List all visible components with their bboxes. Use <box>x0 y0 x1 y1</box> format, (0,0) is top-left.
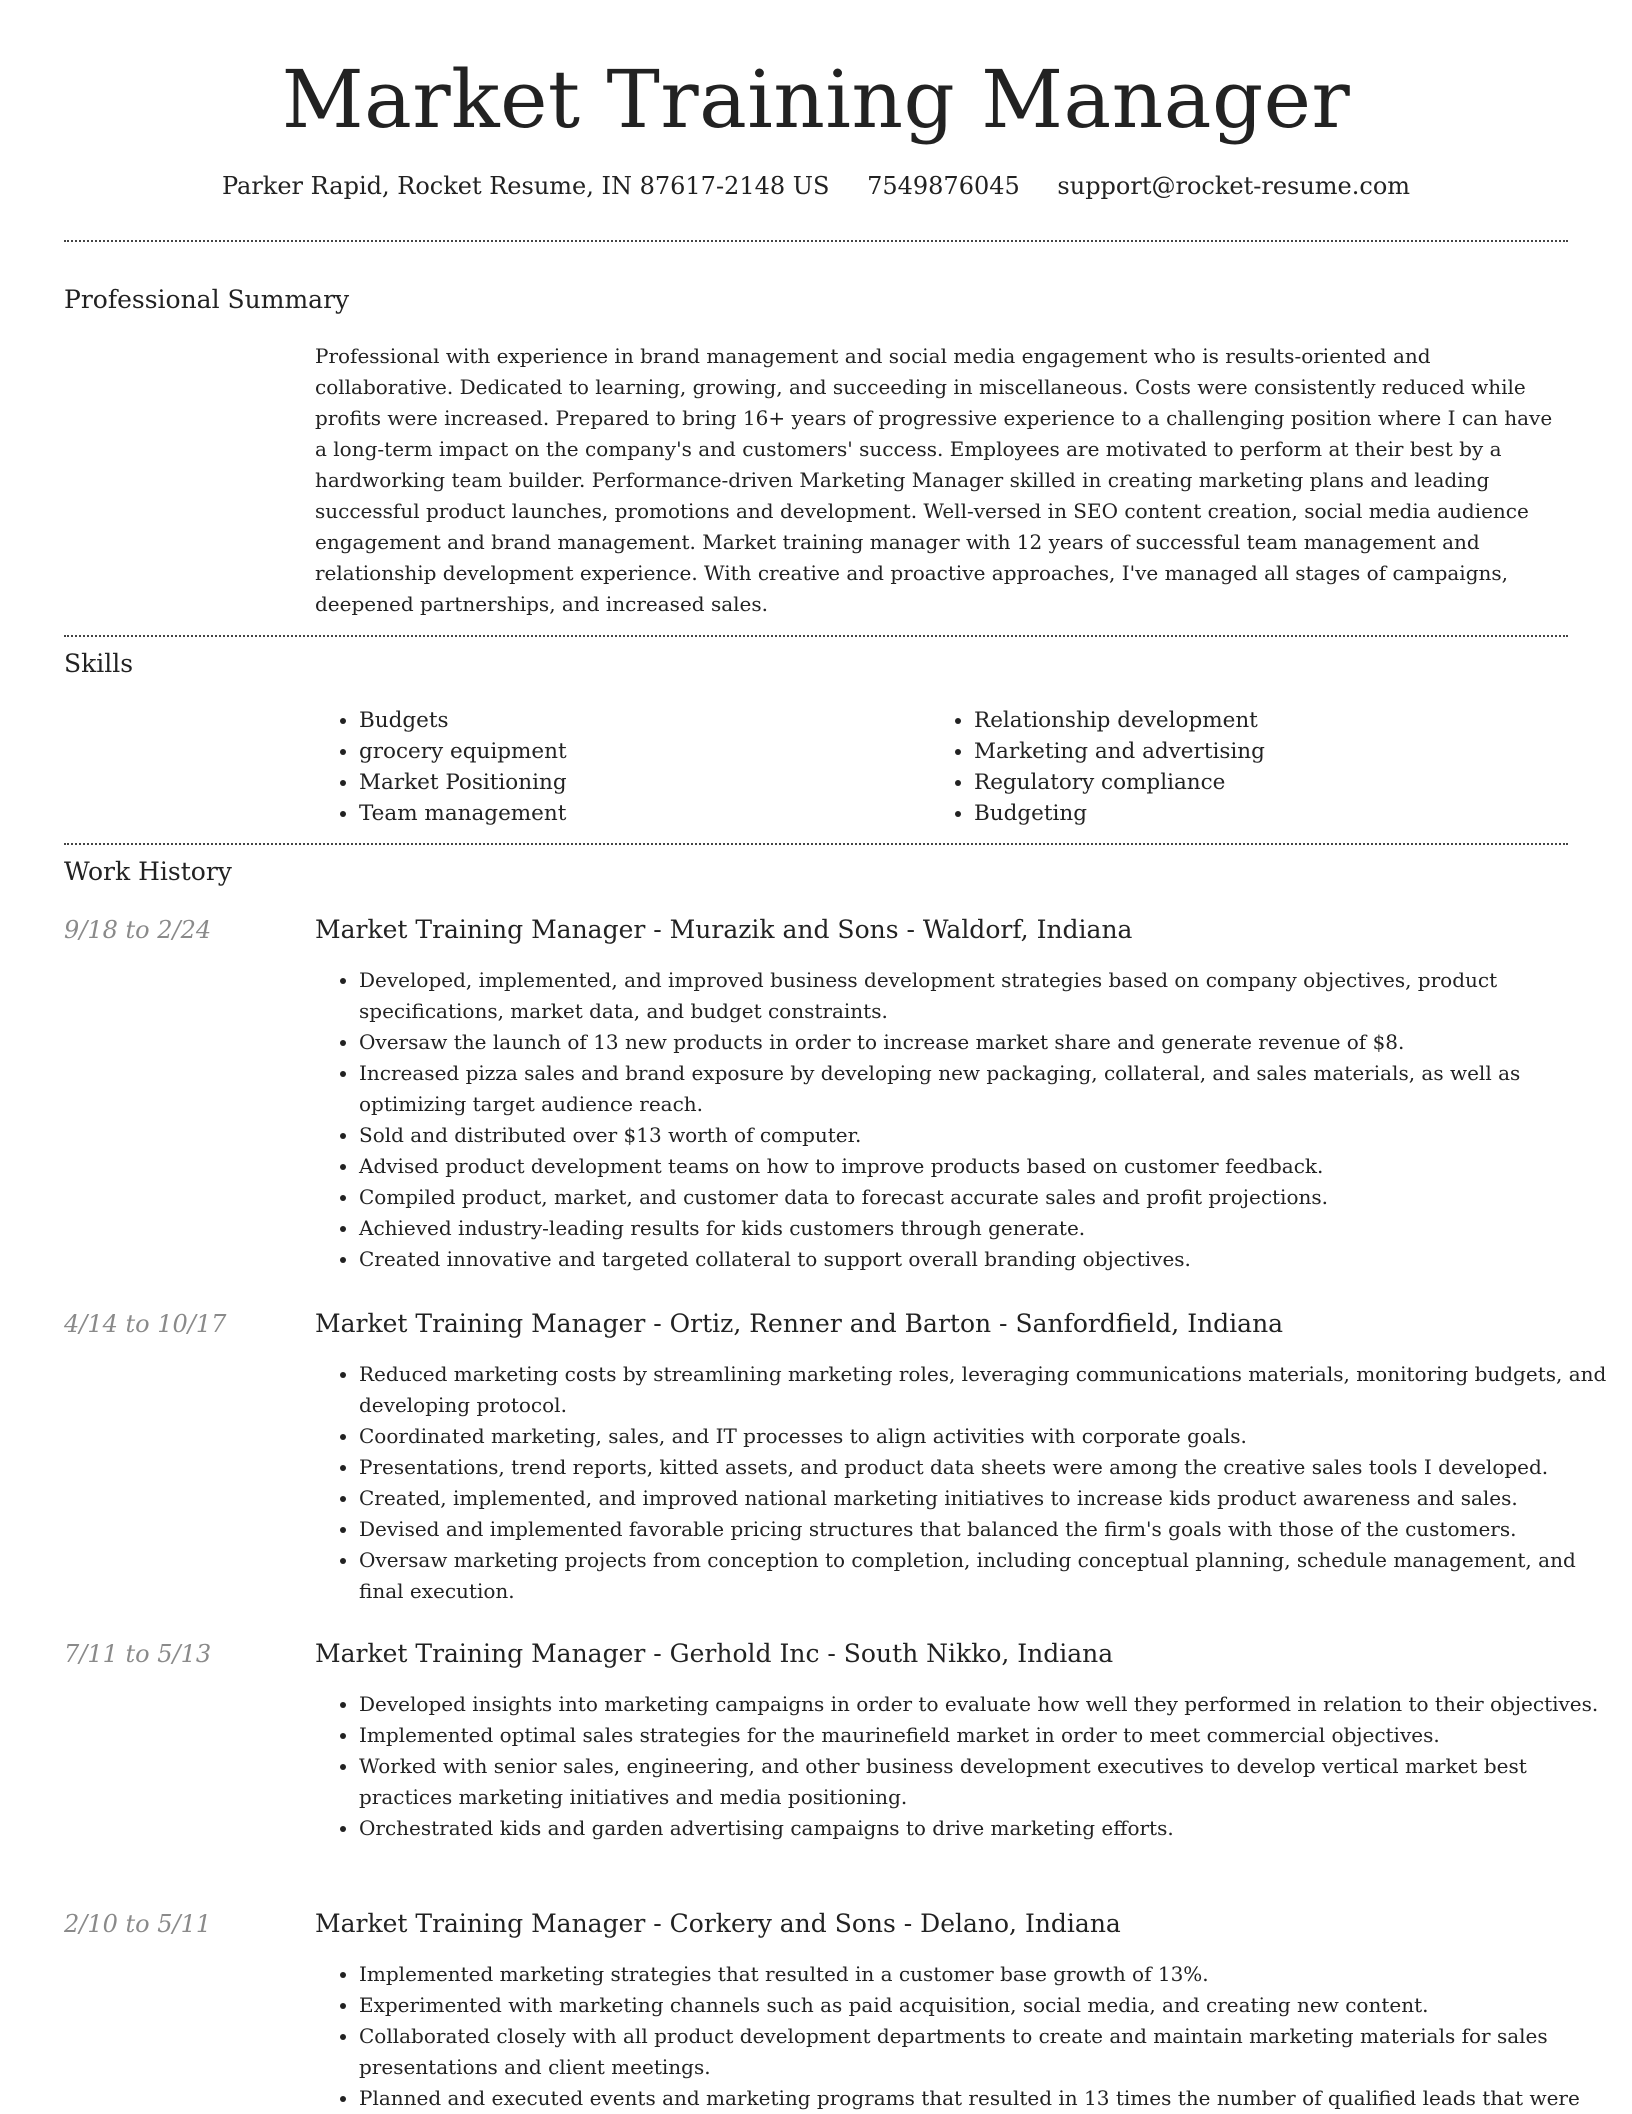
work-history-heading: Work History <box>64 857 232 886</box>
job-bullet: • Collaborated closely with all product development departments to create and maintain marketing materials for sales presentations and client meetings. <box>359 2021 1614 2083</box>
job-bullet: • Orchestrated kids and garden advertising campaigns to drive marketing efforts. <box>359 1813 1614 1844</box>
job-bullet: • Increased pizza sales and brand exposure by developing new packaging, collateral, and sales materials, as well as optimizing target audience reach. <box>359 1058 1614 1120</box>
job-bullets <box>315 1359 1614 1607</box>
job-bullet: • Worked with senior sales, engineering, and other business development executives to develop vertical market best practices marketing initiatives and media positioning. <box>359 1751 1614 1813</box>
job-bullet: • Devised and implemented favorable pricing structures that balanced the firm's goals with those of the customers. <box>359 1514 1614 1545</box>
job-bullet: • Experimented with marketing channels such as paid acquisition, social media, and creating new content. <box>359 1990 1614 2021</box>
job-bullet: • Achieved industry-leading results for kids customers through generate. <box>359 1213 1614 1244</box>
job-bullet: • Developed, implemented, and improved business development strategies based on company objectives, product specifications, market data, and budget constraints. <box>359 965 1614 1027</box>
job-bullets <box>315 965 1614 1275</box>
job-bullet: • Presentations, trend reports, kitted assets, and product data sheets were among the creative sales tools I developed. <box>359 1452 1614 1483</box>
job-bullet: • Oversaw the launch of 13 new products in order to increase market share and generate revenue of $8. <box>359 1027 1614 1058</box>
job-title: Market Training Manager - Murazik and Sons - Waldorf, Indiana <box>315 915 1133 944</box>
skill-item: • Marketing and advertising <box>974 736 1534 767</box>
summary-text: Professional with experience in brand management and social media engagement who is results-oriented and collaborative. Dedicated to learning, growing, and succeeding in miscellaneous. Costs were consistently reduced while profits were increased. Prepared to bring 16+ years of progressive experience to a challenging position where I can have a long-term impact on the company's and customers' success. Employees are motivated to perform at their best by a hardworking team builder. Performance-driven Marketing Manager skilled in creating marketing plans and leading successful product launches, promotions and development. Well-versed in SEO content creation, social media audience engagement and brand management. Market training manager with 12 years of successful team management and relationship development experience. With creative and proactive approaches, I've managed all stages of campaigns, deepened partnerships, and increased sales. <box>315 344 1553 616</box>
job-title: Market Training Manager - Ortiz, Renner and Barton - Sanfordfield, Indiana <box>315 1309 1284 1338</box>
skill-item: • Budgeting <box>974 798 1534 829</box>
job-bullets <box>315 1689 1614 1844</box>
skills-list-right <box>930 705 1534 829</box>
contact-phone: 7549876045 <box>867 172 1020 200</box>
contact-email: support@rocket-resume.com <box>1057 172 1411 200</box>
job-bullet: • Created innovative and targeted collateral to support overall branding objectives. <box>359 1244 1614 1275</box>
job-bullet: • Sold and distributed over $13 worth of computer. <box>359 1120 1614 1151</box>
job-title: Market Training Manager - Gerhold Inc - South Nikko, Indiana <box>315 1639 1114 1668</box>
job-bullet: • Oversaw marketing projects from conception to completion, including conceptual planning, schedule management, and final execution. <box>359 1545 1614 1607</box>
skill-item: • Market Positioning <box>359 767 919 798</box>
job-bullet: • Planned and executed events and marketing programs that resulted in 13 times the number of qualified leads that were <box>359 2083 1614 2114</box>
skill-item: • Budgets <box>359 705 919 736</box>
section-divider <box>64 240 1568 242</box>
job-dates: 2/10 to 5/11 <box>64 1910 212 1938</box>
section-divider <box>64 635 1568 637</box>
summary-heading: Professional Summary <box>64 285 350 314</box>
job-bullets <box>315 1959 1614 2114</box>
job-bullet: • Compiled product, market, and customer data to forecast accurate sales and profit projections. <box>359 1182 1614 1213</box>
candidate-name: Market Training Manager <box>281 53 1351 146</box>
job-dates: 4/14 to 10/17 <box>64 1310 227 1338</box>
skill-item: • grocery equipment <box>359 736 919 767</box>
skill-item: • Team management <box>359 798 919 829</box>
job-bullet: • Implemented optimal sales strategies for the maurinefield market in order to meet commercial objectives. <box>359 1720 1614 1751</box>
skills-list-left <box>315 705 919 829</box>
job-dates: 9/18 to 2/24 <box>64 916 212 944</box>
job-bullet: • Implemented marketing strategies that resulted in a customer base growth of 13%. <box>359 1959 1614 1990</box>
job-bullet: • Created, implemented, and improved national marketing initiatives to increase kids product awareness and sales. <box>359 1483 1614 1514</box>
skill-item: • Relationship development <box>974 705 1534 736</box>
job-bullet: • Coordinated marketing, sales, and IT processes to align activities with corporate goals. <box>359 1421 1614 1452</box>
job-bullet: • Advised product development teams on how to improve products based on customer feedback. <box>359 1151 1614 1182</box>
contact-address: Parker Rapid, Rocket Resume, IN 87617-2148 US <box>221 172 830 200</box>
skill-item: • Regulatory compliance <box>974 767 1534 798</box>
job-title: Market Training Manager - Corkery and Sons - Delano, Indiana <box>315 1909 1121 1938</box>
job-dates: 7/11 to 5/13 <box>64 1640 212 1668</box>
skills-heading: Skills <box>64 649 134 678</box>
job-bullet: • Developed insights into marketing campaigns in order to evaluate how well they performed in relation to their objectives. <box>359 1689 1614 1720</box>
job-bullet: • Reduced marketing costs by streamlining marketing roles, leveraging communications materials, monitoring budgets, and developing protocol. <box>359 1359 1614 1421</box>
contact-line <box>0 170 1632 202</box>
section-divider <box>64 843 1568 845</box>
